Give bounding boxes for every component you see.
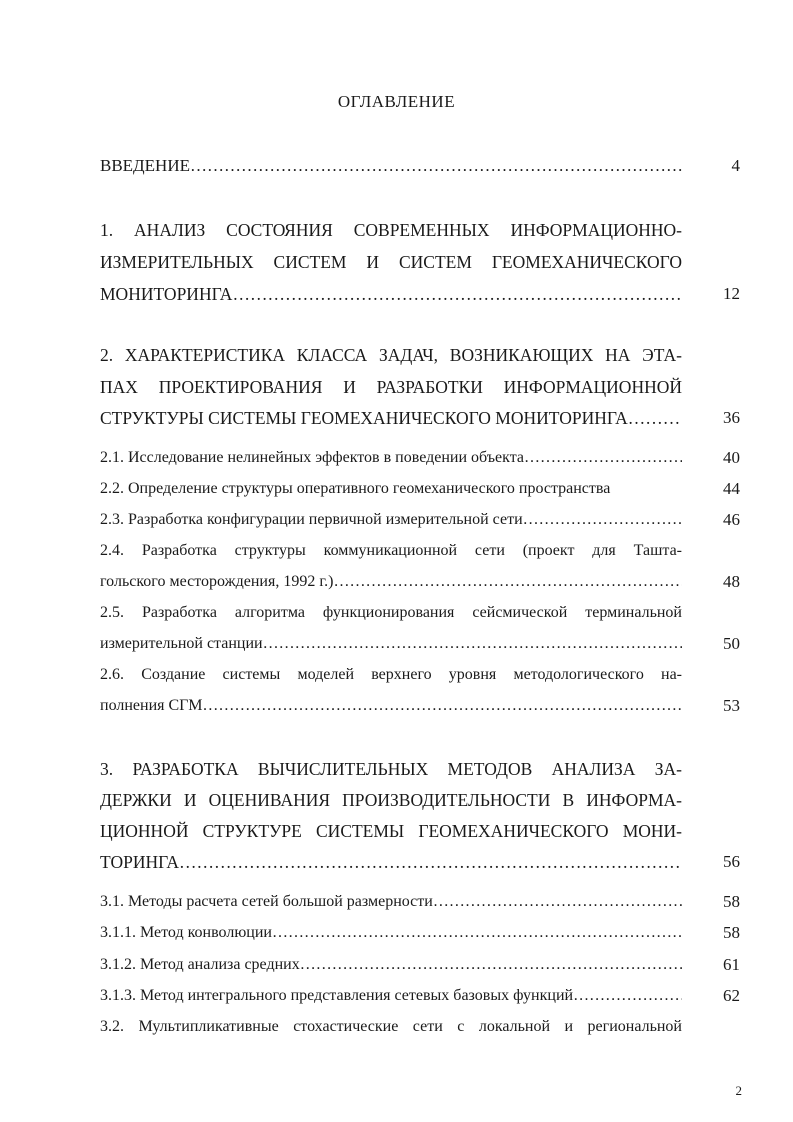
toc-page-number: 61	[723, 955, 740, 974]
page-title: ОГЛАВЛЕНИЕ	[337, 92, 456, 111]
toc-entry-label: МОНИТОРИНГА	[100, 284, 233, 304]
toc-entry-label: 3.1.2. Метод анализа средних	[100, 956, 300, 973]
toc-page-number: 12	[723, 284, 740, 303]
toc-section-3-1-1[interactable]	[100, 922, 682, 944]
toc-page-number: 58	[723, 923, 740, 942]
toc-entry-label: 2.3. Разработка конфигурации первичной измерительной сети	[100, 511, 523, 528]
toc-section-3-1-3[interactable]	[100, 985, 682, 1007]
toc-entry-intro[interactable]	[100, 155, 682, 177]
dot-leader	[263, 633, 682, 655]
toc-entry-label: 3.1. Методы расчета сетей большой размерности	[100, 893, 433, 910]
toc-page-number: 58	[723, 892, 740, 911]
toc-section-2-4-line-2[interactable]	[100, 571, 682, 593]
toc-chapter-1-line-1[interactable]: 1. АНАЛИЗ СОСТОЯНИЯ СОВРЕМЕННЫХ ИНФОРМАЦИОННО-	[100, 220, 682, 240]
dot-leader	[272, 922, 682, 944]
toc-entry-label: измерительной станции	[100, 635, 263, 652]
toc-entry-label: ВВЕДЕНИЕ	[100, 156, 190, 175]
toc-page-number: 4	[731, 156, 740, 175]
toc-section-2-1[interactable]	[100, 447, 682, 469]
toc-section-2-5-line-2[interactable]	[100, 633, 682, 655]
toc-page-number: 62	[723, 986, 740, 1005]
toc-chapter-2-line-1[interactable]: 2. ХАРАКТЕРИСТИКА КЛАССА ЗАДАЧ, ВОЗНИКАЮЩИХ НА ЭТА-	[100, 345, 682, 365]
toc-page-number: 44	[723, 479, 740, 498]
toc-section-2-3[interactable]	[100, 509, 682, 531]
dot-leader	[333, 571, 682, 593]
toc-section-3-1-2[interactable]	[100, 954, 682, 976]
toc-entry-label: 3.1.3. Метод интегрального представления сетевых базовых функций	[100, 987, 574, 1004]
toc-section-2-5-line-1[interactable]: 2.5. Разработка алгоритма функционирования сейсмической терминальной	[100, 604, 682, 621]
toc-entry-label: гольского месторождения, 1992 г.)	[100, 573, 334, 590]
toc-page-number: 53	[723, 696, 740, 715]
toc-chapter-3-line-4[interactable]	[100, 851, 682, 873]
toc-entry-label: ТОРИНГА	[100, 852, 179, 872]
toc-chapter-3-line-3[interactable]: ЦИОННОЙ СТРУКТУРЕ СИСТЕМЫ ГЕОМЕХАНИЧЕСКОГО МОНИ-	[100, 821, 682, 841]
toc-entry-label: 3.1.1. Метод конволюции	[100, 924, 272, 941]
toc-page-number: 36	[723, 408, 740, 427]
dot-leader	[179, 851, 682, 873]
toc-chapter-3-line-2[interactable]: ДЕРЖКИ И ОЦЕНИВАНИЯ ПРОИЗВОДИТЕЛЬНОСТИ В ИНФОРМА-	[100, 790, 682, 810]
toc-chapter-1-line-2[interactable]: ИЗМЕРИТЕЛЬНЫХ СИСТЕМ И СИСТЕМ ГЕОМЕХАНИЧЕСКОГО	[100, 252, 682, 272]
toc-chapter-2-line-2[interactable]: ПАХ ПРОЕКТИРОВАНИЯ И РАЗРАБОТКИ ИНФОРМАЦИОННОЙ	[100, 377, 682, 397]
toc-entry-label: 2.1. Исследование нелинейных эффектов в поведении объекта	[100, 449, 524, 466]
toc-page-number: 46	[723, 510, 740, 529]
dot-leader	[628, 407, 682, 429]
dot-leader	[232, 283, 682, 305]
toc-section-2-6-line-2[interactable]	[100, 695, 682, 717]
toc-page-number: 50	[723, 634, 740, 653]
dot-leader	[202, 695, 682, 717]
dot-leader	[300, 954, 682, 976]
toc-page-number: 48	[723, 572, 740, 591]
toc-chapter-2-line-3[interactable]	[100, 407, 682, 429]
toc-section-3-2-line-1[interactable]: 3.2. Мультипликативные стохастические сети с локальной и региональной	[100, 1018, 682, 1035]
dot-leader	[524, 447, 682, 469]
toc-entry-label: СТРУКТУРЫ СИСТЕМЫ ГЕОМЕХАНИЧЕСКОГО МОНИТОРИНГА	[100, 408, 628, 428]
toc-page-number: 40	[723, 448, 740, 467]
toc-chapter-1-line-3[interactable]	[100, 283, 682, 305]
dot-leader	[190, 155, 682, 177]
toc-section-2-2[interactable]	[100, 478, 682, 500]
toc-section-2-4-line-1[interactable]: 2.4. Разработка структуры коммуникационной сети (проект для Ташта-	[100, 542, 682, 559]
toc-entry-label: 2.2. Определение структуры оперативного геомеханического пространства	[100, 480, 611, 497]
toc-chapter-3-line-1[interactable]: 3. РАЗРАБОТКА ВЫЧИСЛИТЕЛЬНЫХ МЕТОДОВ АНАЛИЗА ЗА-	[100, 759, 682, 779]
dot-leader	[433, 891, 682, 913]
toc-section-3-1[interactable]	[100, 891, 682, 913]
toc-entry-label: полнения СГМ	[100, 697, 203, 714]
toc-section-2-6-line-1[interactable]: 2.6. Создание системы моделей верхнего уровня методологического на-	[100, 666, 682, 683]
page-number: 2	[735, 1083, 742, 1098]
dot-leader	[573, 985, 682, 1007]
toc-page-number: 56	[723, 852, 740, 871]
dot-leader	[523, 509, 682, 531]
